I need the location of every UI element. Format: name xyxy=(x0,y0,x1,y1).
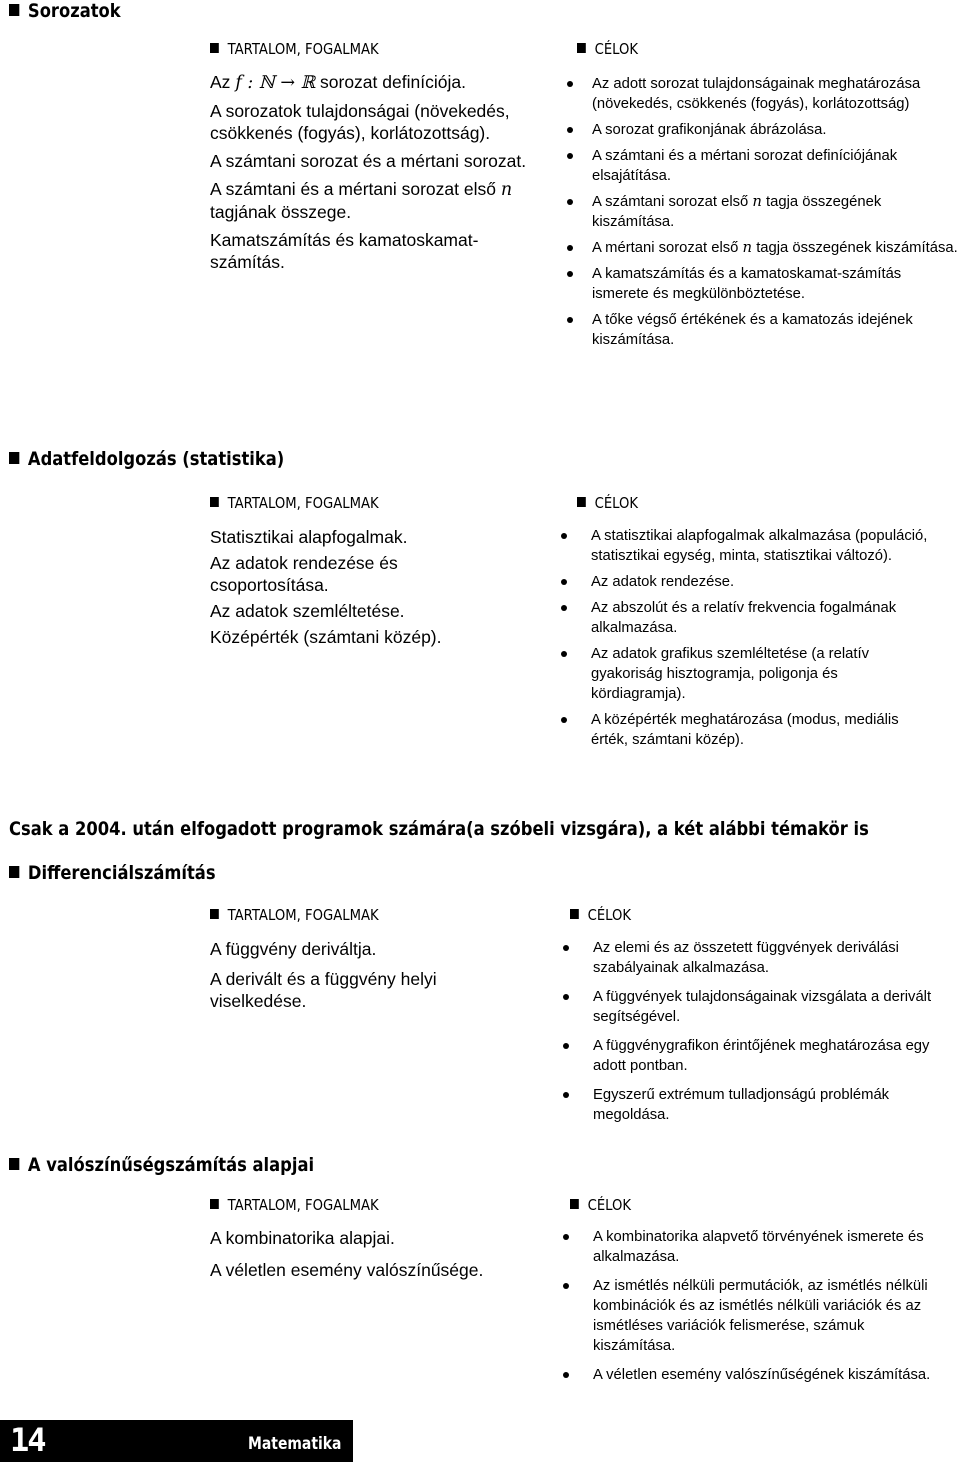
celok-item: A statisztikai alapfogalmak alkalmazása (populáció, statisztikai egység, minta, statisztikai változó). xyxy=(560,526,932,566)
tartalom-item: A függvény deriváltja. xyxy=(210,939,377,959)
celok-item: A véletlen esemény valószínűségének kiszámítása. xyxy=(562,1365,942,1385)
square-bullet-icon xyxy=(9,1158,19,1170)
square-bullet-icon xyxy=(210,909,219,919)
tartalom-item: A derivált és a függvény helyi viselkedése. xyxy=(210,969,437,1011)
celok-item: A függvények tulajdonságainak vizsgálata a derivált segítségével. xyxy=(562,987,942,1027)
celok-item: A kamatszámítás és a kamatoskamat-számítás ismerete és megkülönböztetése. xyxy=(566,264,958,304)
page-number: 14 xyxy=(10,1421,45,1459)
tartalom-list xyxy=(210,526,470,654)
subject-label: Matematika xyxy=(248,1434,342,1454)
tartalom-list xyxy=(210,71,540,279)
tartalom-item: Az adatok rendezése és csoportosítása. xyxy=(210,553,398,595)
celok-item: Az elemi és az összetett függvények deriválási szabályainak alkalmazása. xyxy=(562,938,942,978)
celok-item: A mértani sorozat első n tagja összegének kiszámítása. xyxy=(566,238,958,258)
celok-item: A középérték meghatározása (modus, mediális érték, számtani közép). xyxy=(560,710,932,750)
celok-list xyxy=(562,938,942,1131)
tartalom-item: A kombinatorika alapjai. xyxy=(210,1228,395,1248)
tartalom-heading: TARTALOM, FOGALMAK xyxy=(210,906,379,924)
section-title-valoszinuseg: A valószínűségszámítás alapjai xyxy=(9,1154,314,1176)
definition-formula: f : ℕ → ℝ xyxy=(235,73,316,93)
tartalom-heading: TARTALOM, FOGALMAK xyxy=(210,40,379,58)
tartalom-list xyxy=(210,938,500,1018)
celok-item: Egyszerű extrémum tulladjonságú problémák megoldása. xyxy=(562,1085,942,1125)
tartalom-item: Középérték (számtani közép). xyxy=(210,627,442,647)
page-footer xyxy=(0,1420,353,1462)
tartalom-item: Az adatok szemléltetése. xyxy=(210,601,405,621)
tartalom-item: Az f : ℕ → ℝ sorozat definíciója. xyxy=(210,72,466,93)
celok-item: Az ismétlés nélküli permutációk, az ismétlés nélküli kombinációk és az ismétlés nélküli variációk és az ismétléses variációk felismerése, számuk kiszámítása. xyxy=(562,1276,942,1356)
square-bullet-icon xyxy=(577,43,586,53)
notice-banner: Csak a 2004. után elfogadott programok számára(a szóbeli vizsgára), a két alábbi témakör is xyxy=(9,818,869,840)
celok-heading: CÉLOK xyxy=(570,906,631,924)
celok-item: Az adatok grafikus szemléltetése (a relatív gyakoriság hisztogramja, poligonja és kördiagramja). xyxy=(560,644,932,704)
tartalom-item: A számtani és a mértani sorozat első n tagjának összege. xyxy=(210,179,513,222)
section-title-differencial: Differenciálszámítás xyxy=(9,862,216,884)
celok-list xyxy=(562,1227,942,1391)
square-bullet-icon xyxy=(570,909,579,919)
celok-heading: CÉLOK xyxy=(577,40,638,58)
celok-heading: CÉLOK xyxy=(577,494,638,512)
celok-item: A számtani sorozat első n tagja összegének kiszámítása. xyxy=(566,192,958,232)
square-bullet-icon xyxy=(9,452,19,464)
tartalom-heading: TARTALOM, FOGALMAK xyxy=(210,494,379,512)
celok-item: A számtani és a mértani sorozat definíciójának elsajátítása. xyxy=(566,146,958,186)
tartalom-item: A sorozatok tulajdonságai (növekedés, csökkenés (fogyás), korlátozottság). xyxy=(210,101,510,143)
celok-item: A tőke végső értékének és a kamatozás idejének kiszámítása. xyxy=(566,310,958,350)
square-bullet-icon xyxy=(577,497,586,507)
tartalom-item: A számtani sorozat és a mértani sorozat. xyxy=(210,151,527,171)
celok-item: Az abszolút és a relatív frekvencia fogalmának alkalmazása. xyxy=(560,598,932,638)
square-bullet-icon xyxy=(210,1199,219,1209)
section-title-sorozatok: Sorozatok xyxy=(9,0,121,22)
celok-item: A kombinatorika alapvető törvényének ismerete és alkalmazása. xyxy=(562,1227,942,1267)
tartalom-item: Kamatszámítás és kamatoskamat-számítás. xyxy=(210,230,479,272)
tartalom-heading: TARTALOM, FOGALMAK xyxy=(210,1196,379,1214)
tartalom-list xyxy=(210,1227,550,1287)
celok-list xyxy=(560,526,932,756)
tartalom-item: A véletlen esemény valószínűsége. xyxy=(210,1260,484,1280)
square-bullet-icon xyxy=(9,4,19,16)
celok-item: Az adatok rendezése. xyxy=(560,572,932,592)
celok-item: A sorozat grafikonjának ábrázolása. xyxy=(566,120,958,140)
square-bullet-icon xyxy=(570,1199,579,1209)
section-title-adatfeldolgozas: Adatfeldolgozás (statistika) xyxy=(9,448,284,470)
tartalom-item: Statisztikai alapfogalmak. xyxy=(210,527,408,547)
celok-heading: CÉLOK xyxy=(570,1196,631,1214)
square-bullet-icon xyxy=(210,43,219,53)
square-bullet-icon xyxy=(9,866,19,878)
square-bullet-icon xyxy=(210,497,219,507)
celok-item: A függvénygrafikon érintőjének meghatározása egy adott pontban. xyxy=(562,1036,942,1076)
celok-list xyxy=(566,74,958,356)
celok-item: Az adott sorozat tulajdonságainak meghatározása (növekedés, csökkenés (fogyás), korlátozottság) xyxy=(566,74,958,114)
